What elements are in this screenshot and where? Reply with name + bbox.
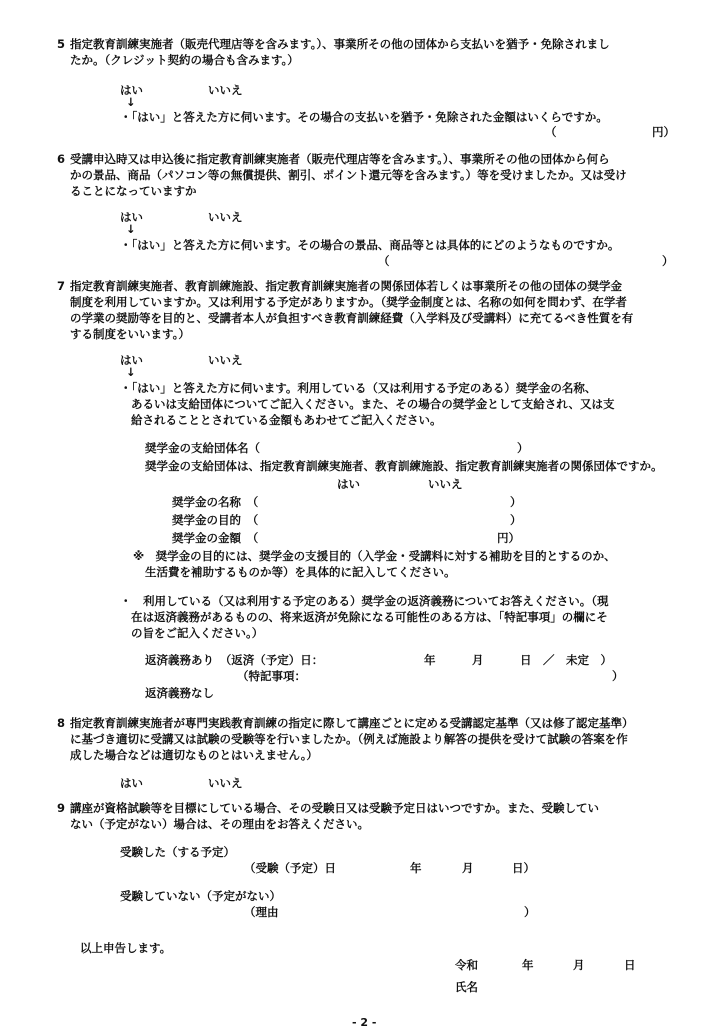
question-text-line: 指定教育訓練実施者（販売代理店等を含みます。）、事業所その他の団体から支払いを猶予・免除されまし	[70, 37, 610, 51]
answer-paren-open: （	[545, 125, 557, 139]
scholarship-org-question: 奨学金の支給団体は、指定教育訓練実施者、教育訓練施設、指定教育訓練実施者の関係団体ですか。	[145, 459, 663, 473]
reason-field[interactable]: ）	[524, 905, 536, 919]
question-number: 7	[57, 279, 66, 293]
question-text-line: かの景品、商品（パソコン等の無償提供、割引、ポイント還元等を含みます。）等を受けましたか。又は受け	[70, 168, 627, 182]
exam-day-label: 日）	[512, 861, 535, 875]
era-label: 令和	[455, 958, 478, 972]
not-took-exam-option[interactable]: 受験していない（予定がない）	[120, 889, 281, 903]
question-text-line: の学業の奨励等を目的と、受講者本人が負担すべき教育訓練経費（入学料及び受講料）に充てるべき性質を有	[70, 311, 634, 325]
exam-year-label: 年	[410, 861, 422, 875]
arrow-down-icon: ↓	[126, 365, 136, 379]
question-text-line: する制度をいいます。）	[70, 327, 190, 341]
scholarship-org-field[interactable]: ）	[517, 441, 529, 455]
question-text-line: 受講申込時又は申込後に指定教育訓練実施者（販売代理店等を含みます。）、事業所その他の団体から何ら	[70, 152, 610, 166]
question-text-line: 講座が資格試験等を目標にしている場合、その受験日又は受験予定日はいつですか。また、受験してい	[70, 801, 599, 815]
followup-question-line: ・「はい」と答えた方に伺います。利用している（又は利用する予定のある）奨学金の名称、	[120, 381, 597, 395]
question-text-line: 指定教育訓練実施者が専門実践教育訓練の指定に際して講座ごとに定める受講認定基準（又は修了認定基準）	[70, 716, 634, 730]
no-option[interactable]: いいえ	[208, 210, 243, 224]
special-note-label: （特記事項：	[237, 669, 306, 683]
reason-label: （理由	[244, 905, 279, 919]
question-text-line: ない（予定がない）場合は、その理由をお答えください。	[70, 817, 369, 831]
repayment-month-label: 月	[472, 653, 484, 667]
answer-description-field[interactable]: ）	[662, 254, 674, 268]
question-number: 6	[57, 152, 66, 166]
no-option[interactable]: いいえ	[208, 83, 243, 97]
answer-amount-field[interactable]: 円）	[652, 125, 675, 139]
question-number: 5	[57, 37, 66, 51]
followup-question: ・「はい」と答えた方に伺います。その場合の景品、商品等とは具体的にどのようなものですか。	[120, 238, 620, 252]
arrow-down-icon: ↓	[126, 222, 136, 236]
page-number: - 2 -	[352, 1016, 377, 1029]
repayment-question-line: の旨をご記入ください。）	[131, 626, 264, 640]
org-no-option[interactable]: いいえ	[428, 477, 463, 491]
yes-option[interactable]: はい	[120, 353, 143, 367]
followup-question-line: あるいは支給団体についてご記入ください。また、その場合の奨学金として支給され、又は支	[131, 397, 615, 411]
question-text-line: ることになっていますか	[70, 184, 197, 198]
answer-paren-open: （	[378, 254, 390, 268]
question-text-line: 制度を利用していますか。又は利用する予定がありますか。（奨学金制度とは、名称の如何を問わず、在学者	[70, 295, 627, 309]
name-label: 氏名	[455, 980, 478, 994]
no-option[interactable]: いいえ	[208, 353, 243, 367]
question-text-line: 成した場合などは適切なものとはいえません。）	[70, 748, 318, 762]
yes-option[interactable]: はい	[120, 210, 143, 224]
exam-date-label: （受験（予定）日	[244, 861, 336, 875]
question-text-line: 指定教育訓練実施者、教育訓練施設、指定教育訓練実施者の関係団体若しくは事業所その他の団体の奨学金	[70, 279, 622, 293]
date-year-label: 年	[522, 958, 534, 972]
scholarship-purpose-field[interactable]: ）	[510, 513, 522, 527]
yes-option[interactable]: はい	[120, 776, 143, 790]
repayment-year-label: 年	[424, 653, 436, 667]
repayment-yes-option[interactable]: 返済義務あり （返済（予定）日：	[145, 653, 324, 667]
arrow-down-icon: ↓	[126, 95, 136, 109]
scholarship-amount-field[interactable]: 円）	[497, 531, 520, 545]
question-text-line: たか。（クレジット契約の場合も含みます。）	[70, 53, 299, 67]
question-number: 8	[57, 716, 66, 730]
scholarship-purpose-label: 奨学金の目的 （	[172, 513, 259, 527]
question-number: 9	[57, 801, 66, 815]
repayment-day-label: 日 ／ 未定 ）	[520, 653, 612, 667]
note-line: 生活費を補助するものか等）を具体的に記入してください。	[145, 565, 456, 579]
repayment-question-line: ・ 利用している（又は利用する予定のある）奨学金の返済義務についてお答えください。（現	[120, 594, 609, 608]
special-note-field[interactable]: ）	[612, 669, 624, 683]
scholarship-amount-label: 奨学金の金額 （	[172, 531, 259, 545]
question-text-line: に基づき適切に受講又は試験の受験等を行いましたか。（例えば施設より解答の提供を受けて試験の答案を作	[70, 732, 628, 746]
declaration-text: 以上申告します。	[80, 941, 172, 955]
scholarship-name-field[interactable]: ）	[510, 495, 522, 509]
repayment-question-line: 在は返済義務があるものの、将来返済が免除になる可能性のある方は、「特記事項」の欄にそ	[131, 610, 608, 624]
took-exam-option[interactable]: 受験した（する予定）	[120, 845, 235, 859]
scholarship-name-label: 奨学金の名称 （	[172, 495, 259, 509]
followup-question-line: 給されることとされている金額もあわせてご記入ください。	[131, 413, 442, 427]
followup-question: ・「はい」と答えた方に伺います。その場合の支払いを猶予・免除された金額はいくらですか。	[120, 110, 608, 124]
yes-option[interactable]: はい	[120, 83, 143, 97]
scholarship-org-label: 奨学金の支給団体名（	[145, 441, 260, 455]
exam-month-label: 月	[462, 861, 474, 875]
org-yes-option[interactable]: はい	[337, 477, 360, 491]
repayment-no-option[interactable]: 返済義務なし	[145, 686, 214, 700]
note-line: ※ 奨学金の目的には、奨学金の支援目的（入学金・受講料に対する補助を目的とするのか、	[133, 549, 616, 563]
no-option[interactable]: いいえ	[208, 776, 243, 790]
date-day-label: 日	[624, 958, 636, 972]
date-month-label: 月	[573, 958, 585, 972]
